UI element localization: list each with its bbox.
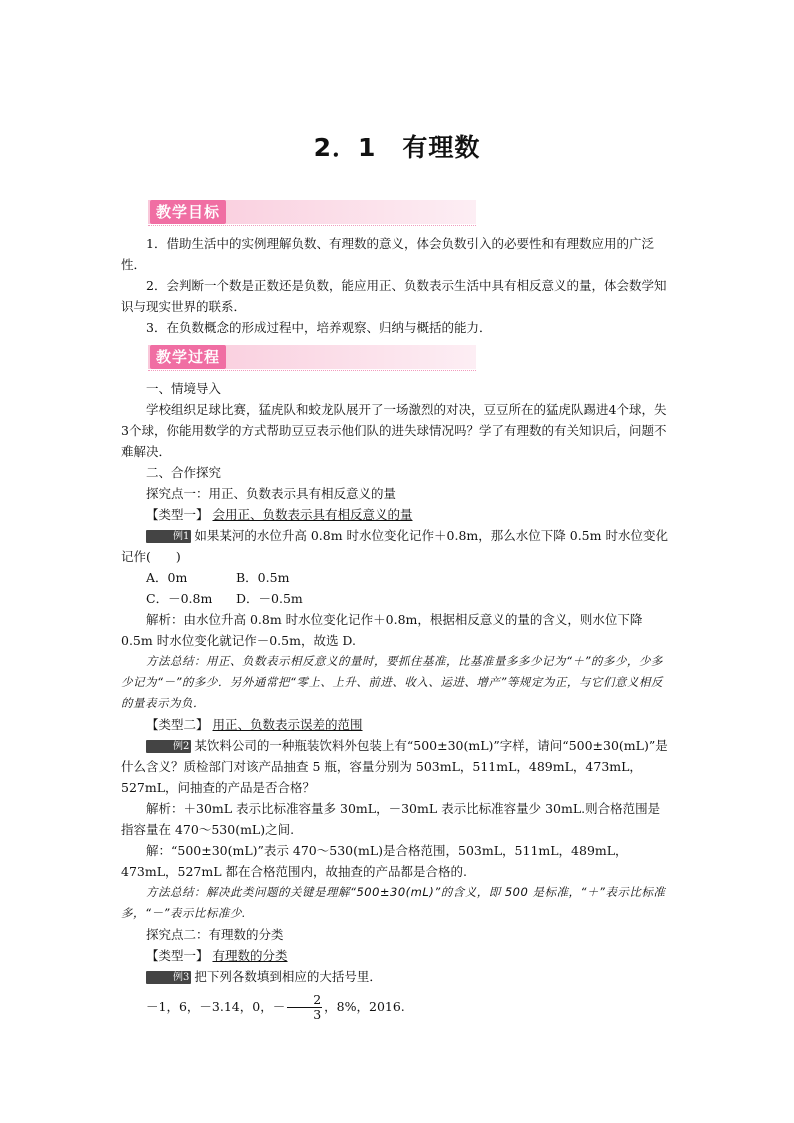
title-text: 有理数 <box>402 133 481 162</box>
fraction <box>287 993 322 1022</box>
example-1-options-row-1 <box>121 567 671 588</box>
example-2 <box>121 735 671 798</box>
type-label: 【类型一】 <box>146 948 209 963</box>
banner-dotted-line <box>148 225 476 226</box>
fraction-denominator: 3 <box>313 1007 322 1022</box>
example-badge: 例3 <box>146 971 191 984</box>
explore-heading: 二、合作探究 <box>146 465 222 480</box>
type-3-heading <box>121 945 671 966</box>
example-2-text: 某饮料公司的一种瓶装饮料外包装上有“500±30(mL)”字样，请问“500±30(mL)”是什么含义？质检部门对该产品抽查 5 瓶，容量分别为 503mL，511mL，489mL，473mL，527mL，问抽查的产品是否合格？ <box>121 738 668 795</box>
option-a: A．0m <box>146 570 188 585</box>
process-content <box>121 378 671 1022</box>
type-title: 用正、负数表示误差的范围 <box>212 717 363 732</box>
fraction-numerator: 2 <box>287 993 322 1008</box>
intro-text: 学校组织足球比赛，猛虎队和蛟龙队展开了一场激烈的对决，豆豆所在的猛虎队踢进4个球，失3个球，你能用数学的方式帮助豆豆表示他们队的进失球情况吗？学了有理数的有关知识后，问题不难解决． <box>121 402 667 459</box>
option-c: C．－0.8m <box>146 591 213 606</box>
example-badge: 例1 <box>146 530 191 543</box>
example-2-analysis: 解析：＋30mL 表示比标准容量多 30mL，－30mL 表示比标准容量少 30mL.则合格范围是指容量在 470～530(mL)之间. <box>121 801 661 837</box>
example-1-text: 如果某河的水位升高 0.8m 时水位变化记作＋0.8m，那么水位下降 0.5m 时水位变化记作( ) <box>121 528 668 564</box>
numbers-after-fraction: ，8%，2016. <box>324 999 405 1014</box>
type-label: 【类型一】 <box>146 507 209 522</box>
example-1-analysis: 解析：由水位升高 0.8m 时水位变化记作＋0.8m，根据相反意义的量的含义，则水位下降 0.5m 时水位变化就记作－0.5m，故选 D. <box>121 612 643 648</box>
example-2-method-summary: 方法总结：解决此类问题的关键是理解“500±30(mL)”的含义，即 500 是标准，“＋”表示比标准多，“－”表示比标准少. <box>121 885 666 920</box>
numbers-before-fraction: －1，6，－3.14，0，－ <box>146 999 286 1014</box>
type-1-heading <box>121 504 671 525</box>
example-3-text: 把下列各数填到相应的大括号里． <box>194 969 382 984</box>
page-title <box>0 128 794 164</box>
section-banner-process <box>148 345 476 369</box>
example-2-solution: 解：“500±30(mL)”表示 470～530(mL)是合格范围，503mL，511mL，489mL，473mL，527mL 都在合格范围内，故抽查的产品都是合格的. <box>121 843 628 879</box>
intro-heading: 一、情境导入 <box>146 381 222 396</box>
banner-label: 教学过程 <box>150 345 226 369</box>
section-banner-goals <box>148 200 476 224</box>
type-title: 会用正、负数表示具有相反意义的量 <box>212 507 413 522</box>
goal-item: 1．借助生活中的实例理解负数、有理数的意义，体会负数引入的必要性和有理数应用的广泛性． <box>121 236 654 272</box>
example-badge: 例2 <box>146 740 191 753</box>
example-1 <box>121 525 671 567</box>
title-number: 2．1 <box>313 133 377 162</box>
goal-item: 2．会判断一个数是正数还是负数，能应用正、负数表示生活中具有相反意义的量，体会数学知识与现实世界的联系． <box>121 278 667 314</box>
option-b: B．0.5m <box>236 570 290 585</box>
type-title: 有理数的分类 <box>212 948 288 963</box>
banner-label: 教学目标 <box>150 200 226 224</box>
explore-point-1: 探究点一：用正、负数表示具有相反意义的量 <box>146 486 397 501</box>
goals-list <box>121 233 671 338</box>
example-1-options-row-2 <box>121 588 671 609</box>
type-2-heading <box>121 714 671 735</box>
option-d: D．－0.5m <box>236 591 303 606</box>
example-1-method-summary: 方法总结：用正、负数表示相反意义的量时，要抓住基准，比基准量多多少记为“＋”的多少，少多少记为“－”的多少．另外通常把“零上、上升、前进、收入、运进、增产”等规定为正，与它们意义相反的量表示为负． <box>121 654 663 710</box>
example-3-numbers <box>121 993 671 1022</box>
type-label: 【类型二】 <box>146 717 209 732</box>
explore-point-2: 探究点二：有理数的分类 <box>146 927 284 942</box>
example-3 <box>121 966 671 987</box>
goal-item: 3．在负数概念的形成过程中，培养观察、归纳与概括的能力． <box>146 320 492 335</box>
banner-dotted-line <box>148 370 476 371</box>
